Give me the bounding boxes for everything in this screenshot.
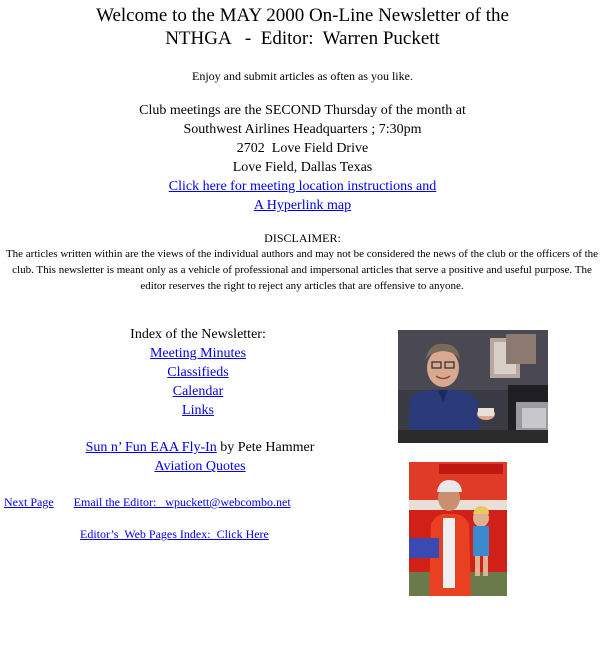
editor-web-pages-link[interactable]: Editor’s Web Pages Index: Click Here	[80, 527, 269, 541]
meeting-location-link[interactable]: Click here for meeting location instructions and	[168, 179, 437, 194]
index-heading: Index of the Newsletter:	[130, 327, 266, 342]
title-line-1: Welcome to the MAY 2000 On-Line Newsletter of the	[96, 5, 509, 26]
sunnfun-article-link[interactable]: Sun n’ Fun EAA Fly-In	[85, 440, 217, 455]
links-link[interactable]: Links	[182, 403, 214, 418]
classifieds-link[interactable]: Classifieds	[167, 365, 229, 380]
articles-section	[50, 438, 350, 476]
meeting-minutes-link[interactable]: Meeting Minutes	[149, 346, 247, 361]
next-page-link[interactable]: Next Page	[4, 495, 54, 509]
meeting-info	[0, 101, 605, 215]
balloon-photo	[409, 462, 507, 596]
newsletter-index	[98, 325, 298, 420]
aviation-quotes-link[interactable]: Aviation Quotes	[154, 459, 246, 474]
page-title	[0, 4, 605, 50]
email-editor-link[interactable]: Email the Editor: wpuckett@webcombo.net	[73, 495, 291, 509]
sunnfun-author: by Pete Hammer	[216, 440, 315, 455]
disclaimer-heading: DISCLAIMER:	[264, 231, 341, 245]
title-line-2: NTHGA - Editor: Warren Puckett	[165, 28, 440, 49]
meeting-line-2: Southwest Airlines Headquarters ; 7:30pm	[183, 122, 422, 137]
meeting-line-3: 2702 Love Field Drive	[236, 141, 369, 156]
meeting-line-1: Club meetings are the SECOND Thursday of the month at	[139, 103, 466, 118]
hyperlink-map-link[interactable]: A Hyperlink map	[253, 198, 352, 213]
footer-links	[4, 495, 291, 509]
disclaimer-text: The articles written within are the views of the individual authors and may not be considered the news of the club or the officers of the club. This newsletter is meant only as a vehicle of professional and impersonal articles that serve a positive and useful purpose. The editor reserves the right to reject any articles that are offensive to anyone.	[5, 248, 599, 292]
calendar-link[interactable]: Calendar	[172, 384, 224, 399]
intro-text: Enjoy and submit articles as often as you like.	[192, 69, 413, 83]
editor-photo	[398, 330, 548, 443]
meeting-line-4: Love Field, Dallas Texas	[232, 160, 373, 175]
